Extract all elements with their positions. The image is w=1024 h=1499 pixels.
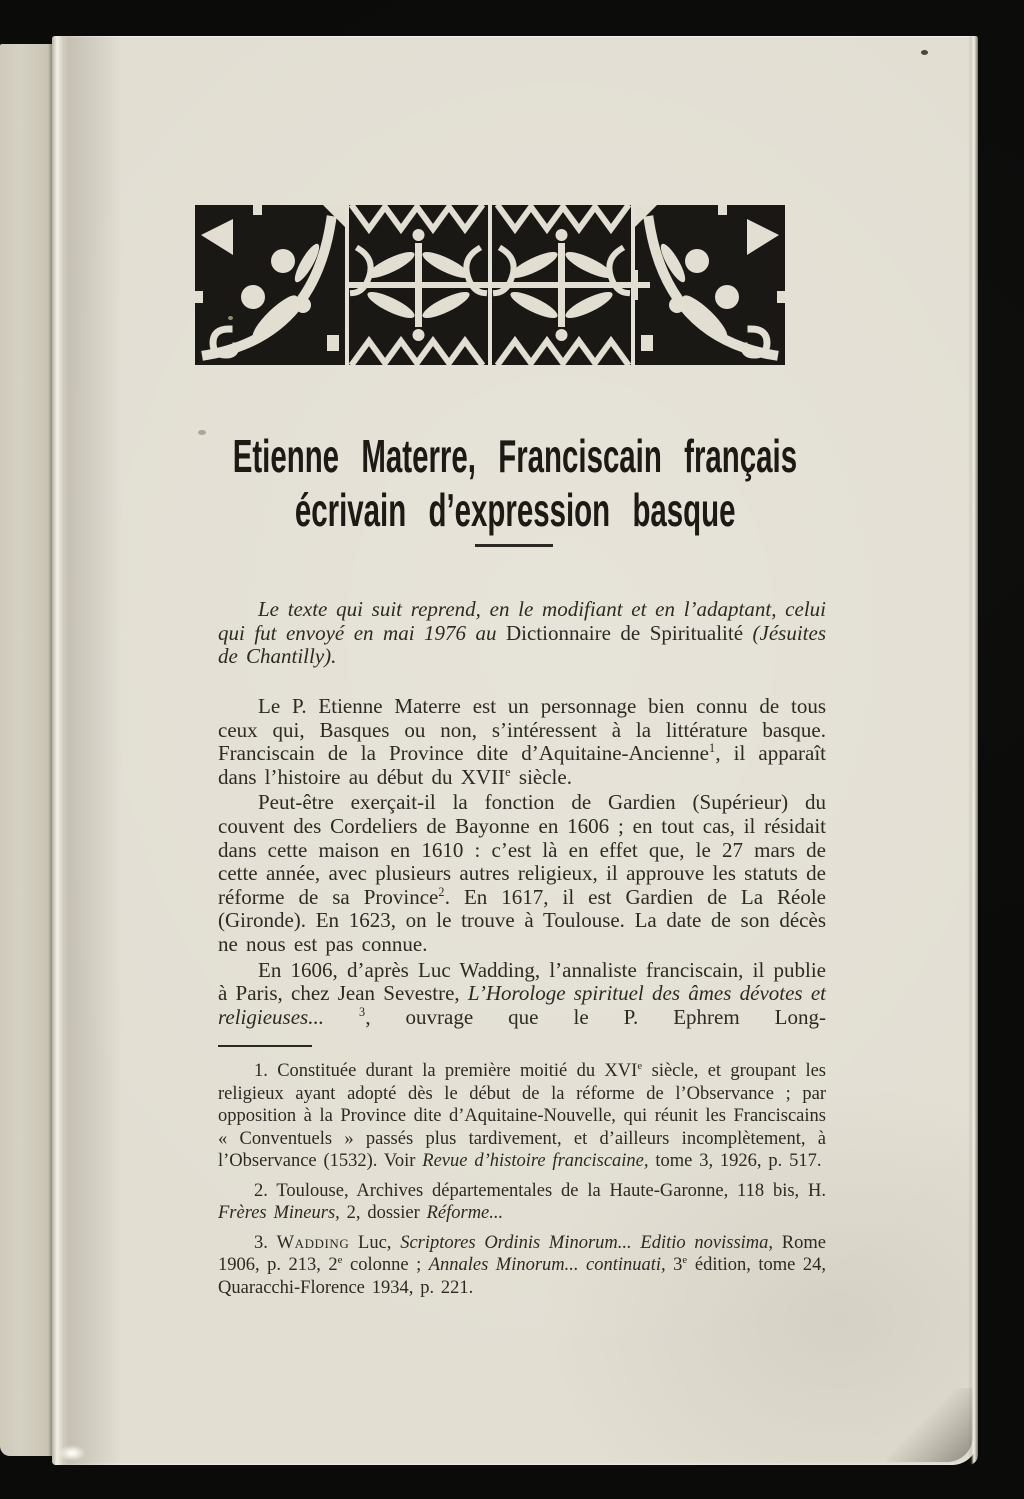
footnote: 3. Wadding Luc, Scriptores Ordinis Minorum... Editio novissima, Rome 1906, p. 213, 2e colonne ; Annales Minorum... continuati, 3e édition, tome 24, Quaracchi-Florence 1934, p. 221. <box>218 1232 826 1298</box>
woodcut-ornament-band <box>195 205 785 365</box>
previous-page-edge <box>0 44 52 1456</box>
body-paragraph: Le P. Etienne Materre est un personnage bien connu de tous ceux qui, Basques ou non, s’intéressent à la littérature basque. Franciscain de la Province dite d’Aquitaine-Ancienne$^1$, il apparaît dans l’histoire au début du XVIIe siècle. <box>218 694 826 789</box>
footnote: 2. Toulouse, Archives départementales de la Haute-Garonne, 118 bis, H. Frères Mineurs, 2, dossier Réforme... <box>218 1180 826 1223</box>
body-paragraph: Peut-être exerçait-il la fonction de Gardien (Supérieur) du couvent des Cordeliers de Bayonne en 1606 ; en tout cas, il résidait dans cette maison en 1610 : c’est là en effet que, le 27 mars de cette année, avec plusieurs autres religieux, il approuve les statuts de réforme de sa Province$^2$. En 1617, il est Gardien de La Réole (Gironde). En 1623, on le trouve à Toulouse. La date de son décès ne nous est pas connue. <box>218 790 826 956</box>
footnote-divider-rule <box>218 1045 312 1047</box>
book-page <box>52 36 978 1465</box>
article-title-line1: Etienne Materre, Franciscain français <box>232 430 798 482</box>
footnote: 1. Constituée durant la première moitié du XVIe siècle, et groupant les religieux ayant adopté dès le début de la réforme de l’Observance ; par opposition à la Province dite d’Aquitaine-Nouvelle, qui réunit les Franciscains « Conventuels » passés plus tardivement, et d’ailleurs incomplètement, à l’Observance (1532). Voir Revue d’histoire franciscaine, tome 3, 1926, p. 517. <box>218 1059 827 1171</box>
paper-speck <box>228 316 233 320</box>
paper-speck <box>921 50 928 55</box>
article-body <box>218 695 826 1031</box>
paper-speck <box>198 430 206 435</box>
intro-note: Le texte qui suit reprend, en le modifiant et en l’adaptant, celui qui fut envoyé en mai 1976 au Dictionnaire de Spiritualité (Jésuites de Chantilly). <box>218 597 826 668</box>
title-divider-rule <box>475 544 553 547</box>
body-paragraph: En 1606, d’après Luc Wadding, l’annaliste franciscain, il publie à Paris, chez Jean Sevestre, L’Horologe spirituel des âmes dévotes et religieuses... $^3$, ouvrage que le P. Ephrem Long- <box>218 957 826 1029</box>
footnotes <box>218 1060 826 1306</box>
page-corner-shadow <box>887 1388 973 1462</box>
article-title-line2: écrivain d’expression basque <box>294 484 736 536</box>
gutter-fold-highlight <box>58 1445 86 1461</box>
article-title <box>52 429 978 537</box>
